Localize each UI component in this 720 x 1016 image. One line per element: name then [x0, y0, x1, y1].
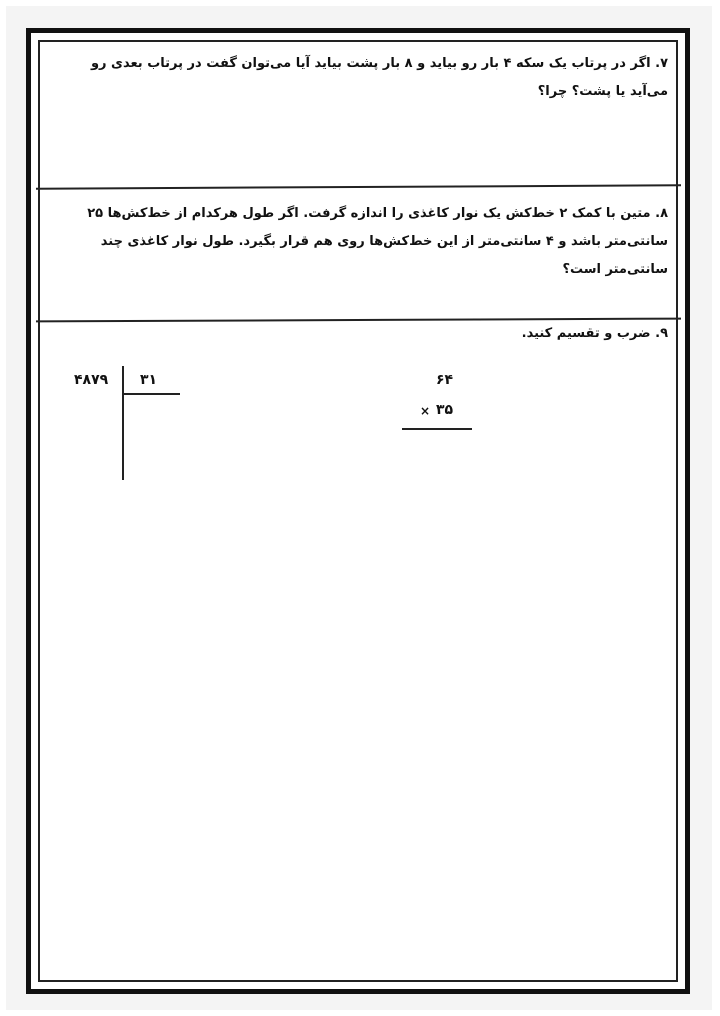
division-horizontal-bar	[123, 393, 180, 395]
division-divisor: ۳۱	[140, 372, 158, 388]
division-dividend: ۴۸۷۹	[74, 372, 109, 388]
division-vertical-bar	[122, 366, 124, 480]
inner-page-border	[38, 40, 678, 982]
multiplication-multiplier: ۳۵	[436, 402, 454, 418]
question-9-text: ۹. ضرب و تقسیم کنید.	[521, 326, 668, 341]
question-7-text: ۷. اگر در پرتاب یک سکه ۴ بار رو بیاید و ۸ بار پشت بیاید آیا می‌توان گفت در پرتاب بعدی رو می‌آید یا پشت؟ چرا؟	[90, 56, 668, 99]
multiplication-sign: ×	[420, 404, 431, 418]
question-8-text: ۸. متین با کمک ۲ خط‌کش یک نوار کاغذی را اندازه گرفت. اگر طول هرکدام از خط‌کش‌ها ۲۵ سانتی‌متر باشد و ۴ سانتی‌متر از این خط‌کش‌ها روی هم قرار بگیرد. طول نوار کاغذی چند سانتی‌متر است؟	[87, 206, 668, 277]
multiplication-multiplicand: ۶۴	[436, 372, 454, 388]
multiplication-result-line	[402, 428, 472, 430]
